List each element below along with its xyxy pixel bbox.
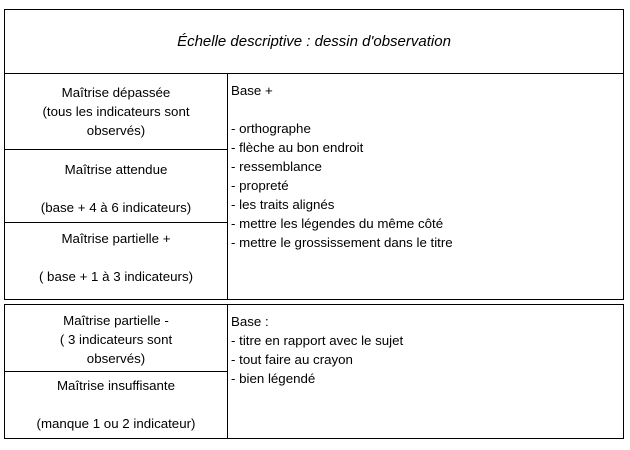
blank-line [5, 395, 227, 414]
level-cell-maitrise-insuffisante [4, 371, 228, 439]
indicator-item: - les traits alignés [231, 197, 335, 212]
blank-line [5, 248, 227, 267]
level-name: Maîtrise attendue [64, 162, 168, 177]
level-cell-maitrise-attendue [4, 149, 228, 223]
level-name: Maîtrise partielle + [61, 231, 171, 246]
table-title: Échelle descriptive : dessin d'observation [177, 33, 451, 50]
indicator-item: - flèche au bon endroit [231, 140, 364, 155]
level-criteria: ( 3 indicateurs sont [59, 332, 173, 347]
level-criteria: observés) [86, 123, 146, 138]
indicators-heading: Base : [231, 314, 269, 329]
indicator-item: - tout faire au crayon [231, 352, 353, 367]
level-criteria: observés) [86, 351, 146, 366]
indicator-item: - orthographe [231, 121, 311, 136]
level-cell-maitrise-partielle-plus [4, 222, 228, 300]
level-criteria: (base + 4 à 6 indicateurs) [40, 200, 192, 215]
level-criteria: (tous les indicateurs sont [42, 104, 190, 119]
indicators-cell-base [227, 304, 624, 439]
blank-line [231, 100, 623, 119]
indicator-item: - mettre les légendes du même côté [231, 216, 444, 231]
level-name: Maîtrise dépassée [61, 85, 171, 100]
table-title-cell [4, 9, 624, 74]
blank-line [5, 179, 227, 198]
level-name: Maîtrise partielle - [63, 313, 169, 328]
level-name: Maîtrise insuffisante [56, 378, 175, 393]
indicator-item: - mettre le grossissement dans le titre [231, 235, 453, 250]
indicator-item: - titre en rapport avec le sujet [231, 333, 404, 348]
level-criteria: (manque 1 ou 2 indicateur) [36, 416, 196, 431]
indicator-item: - propreté [231, 178, 289, 193]
indicators-cell-base-plus [227, 73, 624, 300]
level-cell-maitrise-depassee [4, 73, 228, 150]
level-criteria: ( base + 1 à 3 indicateurs) [38, 269, 194, 284]
indicator-item: - ressemblance [231, 159, 322, 174]
indicators-heading: Base + [231, 83, 273, 98]
level-cell-maitrise-partielle-moins [4, 304, 228, 372]
indicator-item: - bien légendé [231, 371, 316, 386]
